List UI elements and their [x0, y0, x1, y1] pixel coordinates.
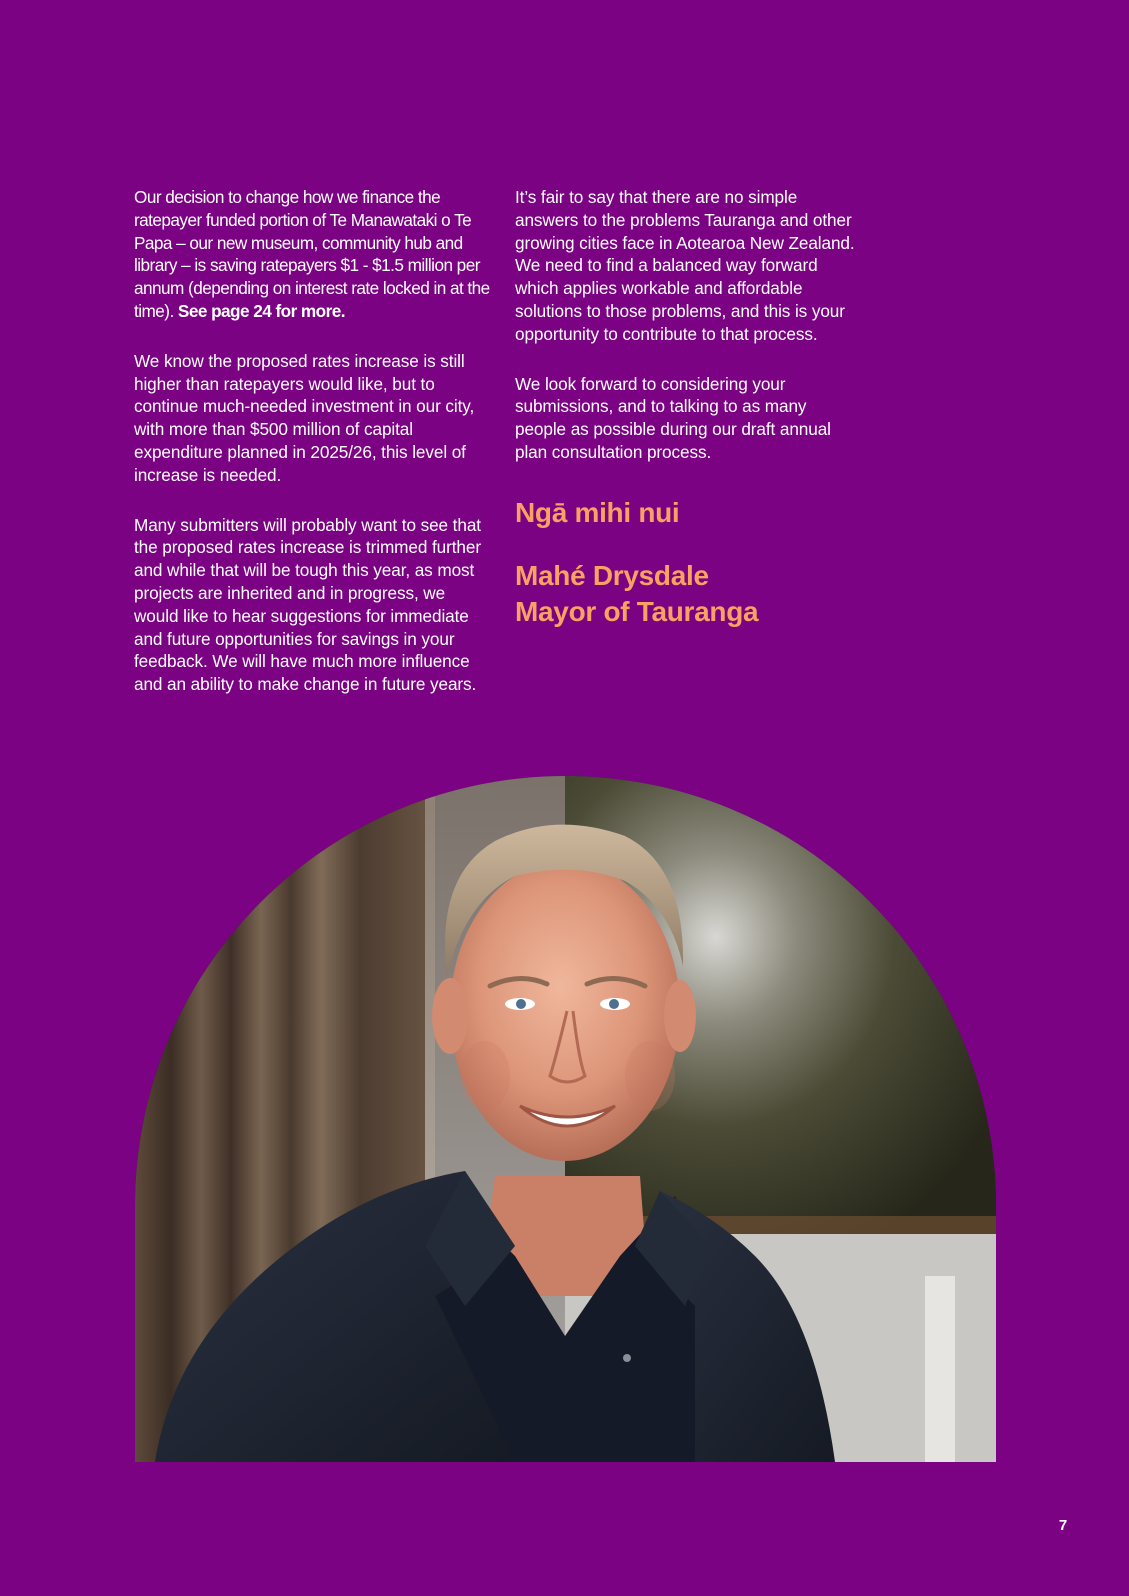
rates-increase-paragraph: We know the proposed rates increase is still higher than ratepayers would like, but to continue much-needed investment in our city, with more than $500 million of capital expenditure planned in 2025/26, this level of increase is needed.: [134, 350, 475, 485]
right-column: [515, 186, 860, 630]
portrait-illustration: [135, 776, 996, 1462]
signatory-title: Mayor of Tauranga: [515, 595, 759, 627]
mayor-portrait-photo: [135, 776, 996, 1462]
finance-paragraph-text: Our decision to change how we finance the ratepayer funded portion of Te Manawataki o Te Papa – our new museum, community hub and library – is saving ratepayers $1 - $1.5 million per annum (depending on interest rate locked in at the time).: [134, 187, 490, 321]
finance-paragraph: [134, 186, 494, 323]
left-column: [134, 186, 494, 723]
page-number: 7: [1058, 1517, 1068, 1534]
sign-off-greeting: Ngā mihi nui: [515, 496, 680, 528]
submitters-paragraph: Many submitters will probably want to see that the proposed rates increase is trimmed further and while that will be tough this year, as most projects are inherited and in progress, we would like to hear suggestions for immediate and future opportunities for savings in your feedback. We will have much more influence and an ability to make change in future years.: [134, 514, 481, 695]
look-forward-paragraph: We look forward to considering your submissions, and to talking to as many people as possible during our draft annual plan consultation process.: [515, 373, 831, 462]
see-page-24-reference: See page 24 for more.: [177, 300, 345, 321]
fair-to-say-paragraph: It’s fair to say that there are no simple answers to the problems Tauranga and other growing cities face in Aotearoa New Zealand. We need to find a balanced way forward which applies workable and affordable solutions to those problems, and this is your opportunity to contribute to that process.: [515, 187, 855, 344]
signatory-name: Mahé Drysdale: [515, 559, 709, 591]
